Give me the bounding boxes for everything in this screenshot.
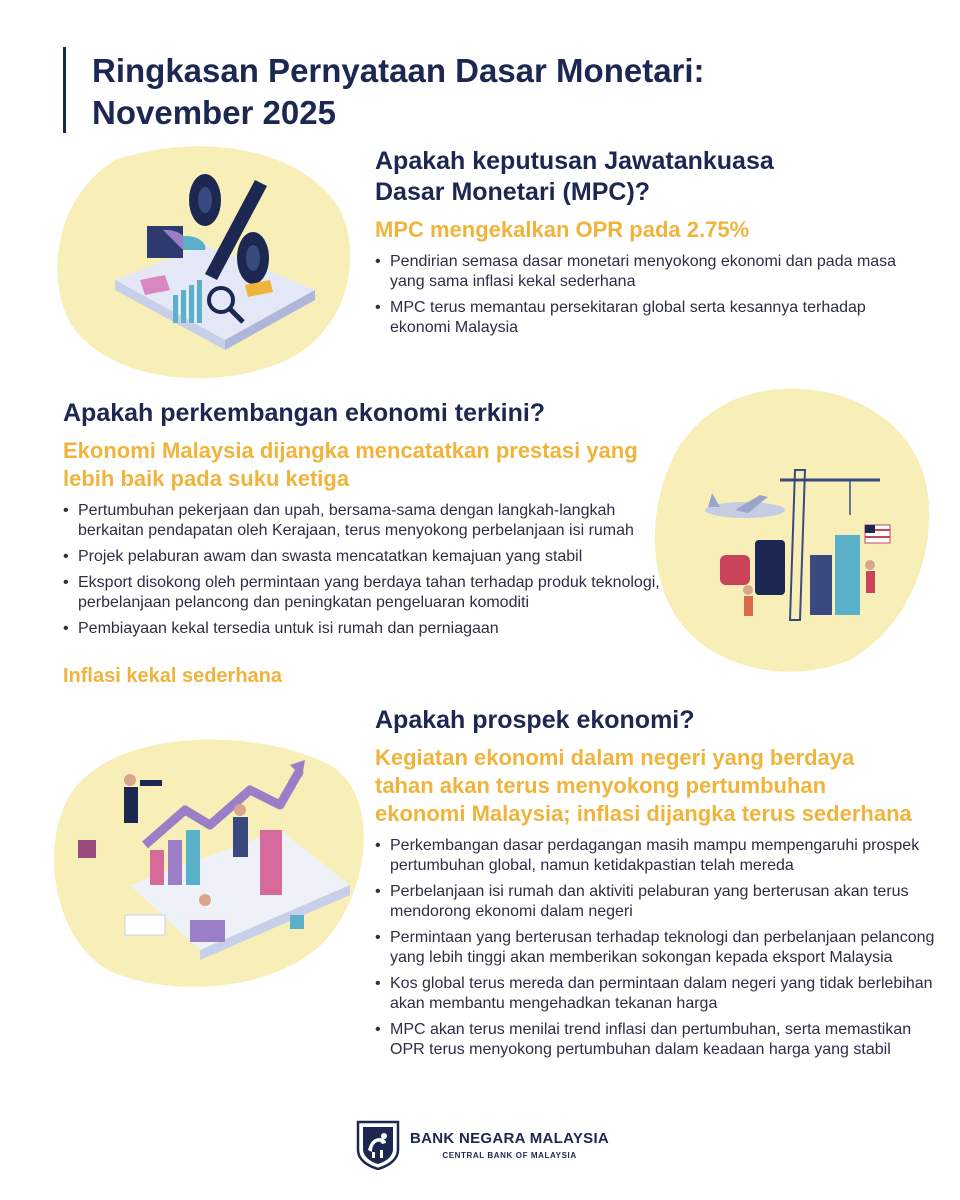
bullet-item: • Pendirian semasa dasar monetari menyokong ekonomi dan pada masa yang sama inflasi kekal sederhana <box>375 252 915 292</box>
section1-lead: MPC mengekalkan OPR pada 2.75% <box>375 217 750 242</box>
bank-name: BANK NEGARA MALAYSIA <box>410 1130 610 1147</box>
title-accent-bar <box>63 47 66 133</box>
section2-lead <box>63 437 683 493</box>
bnm-logo-icon <box>356 1120 400 1170</box>
inflation-subheading: Inflasi kekal sederhana <box>63 665 283 687</box>
bullet-item: • Eksport disokong oleh permintaan yang berdaya tahan terhadap produk teknologi, perbelanjaan pelancong dan peningkatan pengeluaran komoditi <box>63 573 683 613</box>
section2-bullets <box>63 501 683 639</box>
travel-construction-illustration <box>650 385 935 675</box>
growth-chart-illustration <box>50 735 370 995</box>
bullet-item: • Projek pelaburan awam dan swasta mencatatkan kemajuan yang stabil <box>63 547 683 567</box>
page-title-line1: Ringkasan Pernyataan Dasar Monetari: <box>92 52 705 89</box>
bullet-item: • Pertumbuhan pekerjaan dan upah, bersama-sama dengan langkah-langkah berkaitan pendapatan oleh Kerajaan, terus menyokong perbelanjaan isi rumah <box>63 501 683 541</box>
page-title-line2: November 2025 <box>92 94 336 131</box>
bullet-item: • Perkembangan dasar perdagangan masih mampu mempengaruhi prospek pertumbuhan global, namun ketidakpastian telah mereda <box>375 836 935 876</box>
bullet-item: • MPC akan terus menilai trend inflasi dan pertumbuhan, serta memastikan OPR terus menyokong pertumbuhan dalam keadaan harga yang stabil <box>375 1020 935 1060</box>
section-mpc-decision <box>375 146 915 344</box>
bullet-item: • Permintaan yang berterusan terhadap teknologi dan perbelanjaan pelancong yang lebih tinggi akan memberikan sokongan kepada eksport Malaysia <box>375 928 935 968</box>
section1-question <box>375 146 915 208</box>
section3-bullets <box>375 836 935 1060</box>
section-economic-outlook <box>375 705 935 1066</box>
section1-question-line2: Dasar Monetari (MPC)? <box>375 178 651 206</box>
bank-subtitle: CENTRAL BANK OF MALAYSIA <box>442 1151 577 1160</box>
page-title <box>92 50 705 134</box>
section3-lead-line2: tahan akan terus menyokong pertumbuhan <box>375 773 827 798</box>
bullet-item: • MPC terus memantau persekitaran global serta kesannya terhadap ekonomi Malaysia <box>375 298 915 338</box>
section3-lead-line3: ekonomi Malaysia; inflasi dijangka terus sederhana <box>375 801 912 826</box>
section3-lead <box>375 744 935 828</box>
section3-lead-line1: Kegiatan ekonomi dalam negeri yang berdaya <box>375 745 855 770</box>
section2-question: Apakah perkembangan ekonomi terkini? <box>63 399 546 427</box>
section1-question-line1: Apakah keputusan Jawatankuasa <box>375 147 774 175</box>
section2-lead-line1: Ekonomi Malaysia dijangka mencatatkan prestasi yang <box>63 438 638 463</box>
footer-logo <box>356 1120 609 1170</box>
percent-illustration <box>55 140 355 380</box>
section3-question: Apakah prospek ekonomi? <box>375 706 695 734</box>
footer-text <box>410 1130 609 1160</box>
bullet-item: • Kos global terus mereda dan permintaan dalam negeri yang tidak berlebihan akan membantu mengehadkan tekanan harga <box>375 974 935 1014</box>
bullet-item: • Pembiayaan kekal tersedia untuk isi rumah dan perniagaan <box>63 619 683 639</box>
section2-lead-line2: lebih baik pada suku ketiga <box>63 466 350 491</box>
bullet-item: • Perbelanjaan isi rumah dan aktiviti pelaburan yang berterusan akan terus mendorong ekonomi dalam negeri <box>375 882 935 922</box>
section1-bullets <box>375 252 915 338</box>
section-economic-developments <box>63 398 683 645</box>
